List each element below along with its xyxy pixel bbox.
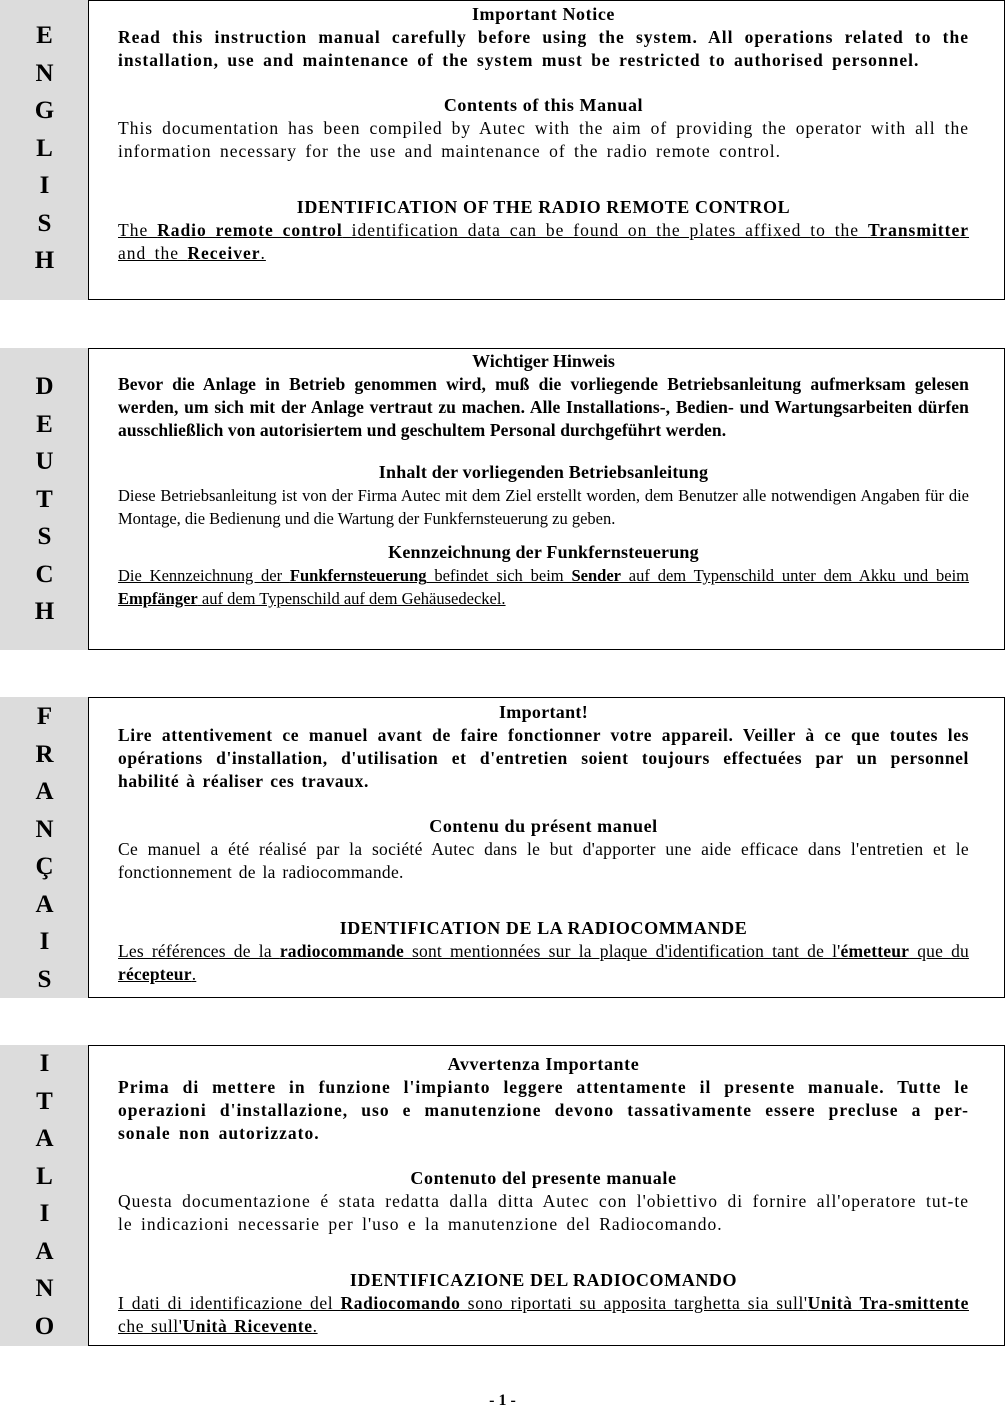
id-text-part: . xyxy=(191,964,197,984)
id-text-part: Unità Ricevente xyxy=(182,1316,313,1336)
lang-letter: O xyxy=(34,1312,55,1340)
id-text-part: befindet sich beim xyxy=(426,566,572,585)
id-text-part: . xyxy=(260,243,266,263)
lang-letter: A xyxy=(35,1237,54,1265)
content-francais xyxy=(118,701,969,986)
lang-letter: I xyxy=(39,172,50,199)
identification-text xyxy=(118,564,969,610)
contents-text: Questa documentazione é stata redatta dalla ditta Autec con l'obiettivo di fornire all'operatore tut-te le indicazioni necessarie per l'uso e la manutenzione del Radiocomando. xyxy=(118,1191,969,1234)
section-francais xyxy=(0,697,1005,998)
lang-letter: T xyxy=(36,485,53,513)
contents-text: Diese Betriebsanleitung ist von der Firma Autec mit dem Ziel erstellt worden, dem Benutzer alle notwendigen Angaben für die Montage, die Bedienung und die Wartung der Funkfernsteuerung zu geben. xyxy=(118,486,969,528)
identification-text xyxy=(118,1292,969,1338)
lang-letter: L xyxy=(36,1162,53,1190)
id-text-part: Radiocomando xyxy=(340,1293,461,1313)
notice-title: Avvertenza Importante xyxy=(447,1054,640,1074)
contents-text: Ce manuel a été réalisé par la société Autec dans le but d'apporter une aide efficace dans l'entretien et le fonctionnement de la radiocommande. xyxy=(118,839,969,882)
language-label-francais xyxy=(0,697,89,998)
notice-title: Important! xyxy=(499,702,588,722)
id-text-part: récepteur xyxy=(118,964,192,984)
id-text-part: sont mentionnées sur la plaque d'identification tant de l' xyxy=(403,941,841,961)
id-text-part: Transmitter xyxy=(867,220,970,240)
lang-letter: E xyxy=(36,22,53,49)
notice-text: Read this instruction manual carefully before using the system. All operations related to the installation, use and maintenance of the system must be restricted to authorised personnel. xyxy=(118,27,969,70)
section-italiano xyxy=(0,1045,1005,1346)
lang-letter: F xyxy=(36,703,53,730)
content-english xyxy=(118,3,969,265)
notice-text: Prima di mettere in funzione l'impianto leggere attentamente il presente manuale. Tutte le operazioni d'installazione, uso e manutenzione devono tassativamente essere precluse a per-sonale non autorizzato. xyxy=(118,1077,969,1143)
lang-letter: S xyxy=(37,209,52,237)
lang-letter: S xyxy=(37,965,52,993)
lang-letter: N xyxy=(35,1275,54,1302)
lang-letter: A xyxy=(35,1125,54,1152)
lang-letter: H xyxy=(34,598,55,625)
lang-letter: R xyxy=(35,740,54,768)
lang-letter: C xyxy=(35,560,54,588)
identification-text xyxy=(118,940,969,986)
lang-letter: L xyxy=(36,134,53,162)
lang-letter: N xyxy=(35,815,54,843)
id-text-part: Radio remote control xyxy=(157,220,343,240)
lang-letter: G xyxy=(34,97,55,124)
identification-title: IDENTIFICATION OF THE RADIO REMOTE CONTROL xyxy=(296,197,791,217)
notice-title: Important Notice xyxy=(471,4,616,24)
page-number: - 1 - xyxy=(489,1392,516,1409)
id-text-part: que du xyxy=(909,941,969,961)
id-text-part: auf dem Typenschild auf dem Gehäusedeckel. xyxy=(197,589,506,608)
contents-title: Contenu du présent manuel xyxy=(429,816,658,836)
id-text-part: Les références de la xyxy=(118,941,280,961)
id-text-part: radiocommande xyxy=(279,941,404,961)
lang-letter: D xyxy=(35,373,54,400)
contents-title: Inhalt der vorliegenden Betriebsanleitung xyxy=(378,462,709,482)
lang-letter: A xyxy=(35,778,54,805)
id-text-part: Die Kennzeichnung der xyxy=(118,566,290,585)
language-label-deutsch xyxy=(0,348,89,650)
contents-title: Contenuto del presente manuale xyxy=(410,1168,677,1188)
id-text-part: Receiver xyxy=(187,243,261,263)
identification-text xyxy=(118,219,969,265)
id-text-part: Empfänger xyxy=(118,589,198,608)
identification-title: IDENTIFICAZIONE DEL RADIOCOMANDO xyxy=(349,1270,738,1290)
id-text-part: émetteur xyxy=(840,941,910,961)
lang-letter: Ç xyxy=(35,853,54,880)
id-text-part: identification data can be found on the plates affixed to the xyxy=(342,220,868,240)
lang-letter: S xyxy=(37,523,52,550)
lang-letter: I xyxy=(39,1200,50,1227)
id-text-part: sono riportati su apposita targhetta sia sull' xyxy=(460,1293,808,1313)
language-label-english xyxy=(0,0,89,300)
lang-letter: H xyxy=(34,247,55,274)
section-deutsch xyxy=(0,348,1005,650)
notice-text: Bevor die Anlage in Betrieb genommen wird, muß die vorliegende Betriebsanleitung aufmerksam gelesen werden, um sich mit der Anlage vertraut zu machen. Alle Installations-, Bedien- und Wartungsarbeiten dürfen ausschließlich von autorisiertem und geschultem Personal durchgeführt werden. xyxy=(118,374,969,440)
id-text-part: Unità Tra-smittente xyxy=(807,1293,969,1313)
notice-text: Lire attentivement ce manuel avant de faire fonctionner votre appareil. Veiller à ce que toutes les opérations d'installation, d'utilisation et d'entretien soient toujours effectuées par un personnel habilité à réaliser ces travaux. xyxy=(118,725,969,791)
id-text-part: che sull' xyxy=(118,1316,183,1336)
lang-letter: T xyxy=(36,1087,53,1115)
language-label-italiano xyxy=(0,1045,89,1346)
lang-letter: I xyxy=(39,1050,50,1077)
content-italiano xyxy=(118,1053,969,1338)
id-text-part: and the xyxy=(118,243,188,263)
contents-title: Contents of this Manual xyxy=(443,95,644,115)
contents-text: This documentation has been compiled by Autec with the aim of providing the operator with all the information necessary for the use and maintenance of the radio remote control. xyxy=(118,118,969,161)
identification-title: IDENTIFICATION DE LA RADIOCOMMANDE xyxy=(339,918,748,938)
id-text-part: Sender xyxy=(571,566,621,585)
notice-title: Wichtiger Hinweis xyxy=(472,351,615,371)
lang-letter: A xyxy=(35,890,54,918)
content-deutsch xyxy=(118,350,969,610)
lang-letter: E xyxy=(36,410,53,438)
lang-letter: N xyxy=(35,59,54,87)
id-text-part: Funkfernsteuerung xyxy=(289,566,427,585)
id-text-part: auf dem Typenschild unter dem Akku und beim xyxy=(620,566,969,585)
id-text-part: I dati di identificazione del xyxy=(118,1293,341,1313)
lang-letter: I xyxy=(39,928,50,955)
id-text-part: . xyxy=(312,1316,318,1336)
identification-title: Kennzeichnung der Funkfernsteuerung xyxy=(388,542,699,562)
section-english xyxy=(0,0,1005,300)
lang-letter: U xyxy=(35,448,54,475)
id-text-part: The xyxy=(118,220,158,240)
